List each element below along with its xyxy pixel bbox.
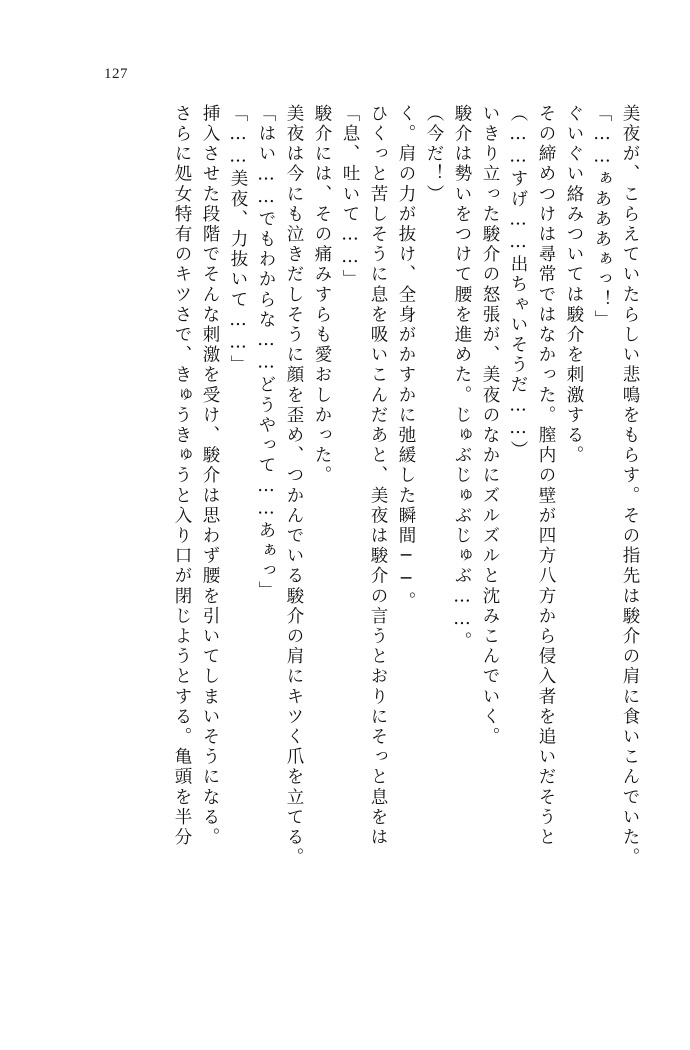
text-column: ひくっと苦しそうに息を吸いこんだあと、美夜は駿介の言うとおりにそっと息をは <box>368 104 388 848</box>
vertical-text-body <box>162 104 638 984</box>
text-column: 美夜が、こらえていたらしい悲鳴をもらす。その指先は駿介の肩に食いこんでいた。 <box>620 104 640 868</box>
text-column: （今だ！） <box>424 104 444 205</box>
text-column: （……すげ……出ちゃいそうだ……） <box>508 104 528 461</box>
text-column: 「……ぁあああぁっ！」 <box>592 104 612 331</box>
text-column: 「息、吐いて……」 <box>340 104 360 290</box>
text-column: 「……美夜、力抜いて……」 <box>228 104 248 376</box>
page-number: 127 <box>104 66 128 82</box>
text-column: 駿介は勢いをつけて腰を進めた。じゅぶじゅぶじゅぶ……。 <box>452 104 472 652</box>
text-column: 美夜は今にも泣きだしそうに顔を歪め、つかんでいる駿介の肩にキツく爪を立てる。 <box>284 104 304 868</box>
text-column: その締めつけは尋常ではなかった。膣内の壁が四方八方から侵入者を追いだそうと <box>536 104 556 848</box>
text-column: 挿入させた段階でそんな刺激を受け、駿介は思わず腰を引いてしまいそうになる。 <box>200 104 220 848</box>
text-column: 「はい……でもわからな……どうやって……あぁっ」 <box>256 104 276 602</box>
text-column: さらに処女特有のキツさで、きゅうきゅうと入り口が閉じようとする。亀頭を半分 <box>172 104 192 848</box>
text-column: いきり立った駿介の怒張が、美夜のなかにズルズルと沈みこんでいく。 <box>480 104 500 748</box>
text-column: く。肩の力が抜け、全身がかすかに弛緩した瞬間──。 <box>396 104 416 612</box>
text-column: ぐいぐい絡みついては駿介を刺激する。 <box>564 104 584 466</box>
text-column: 駿介には、その痛みすらも愛おしかった。 <box>312 104 332 486</box>
